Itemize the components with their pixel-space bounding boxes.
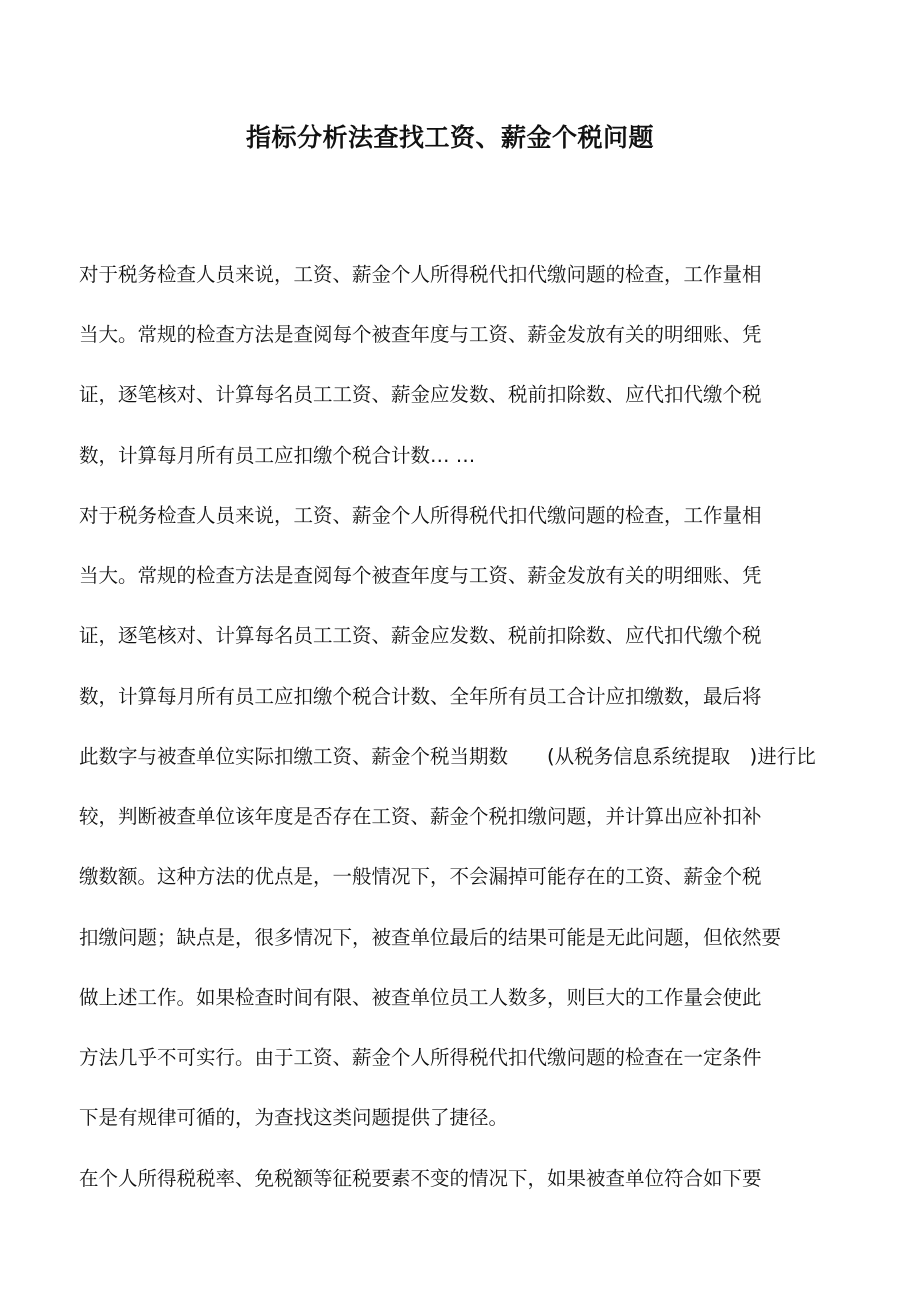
body-line: 此数字与被查单位实际扣缴工资、薪金个税当期数 (从税务信息系统提取 )进行比 (79, 745, 816, 768)
body-line: 对于税务检查人员来说，工资、薪金个人所得税代扣代缴问题的检查，工作量相 (79, 504, 762, 527)
body-line: 当大。常规的检查方法是查阅每个被查年度与工资、薪金发放有关的明细账、凭 (79, 323, 762, 346)
body-line: 做上述工作。如果检查时间有限、被查单位员工人数多，则巨大的工作量会使此 (79, 986, 762, 1009)
body-line: 证，逐笔核对、计算每名员工工资、薪金应发数、税前扣除数、应代扣代缴个税 (79, 383, 762, 406)
body-line: 方法几乎不可实行。由于工资、薪金个人所得税代扣代缴问题的检查在一定条件 (79, 1046, 762, 1069)
body-line: 在个人所得税税率、免税额等征税要素不变的情况下，如果被查单位符合如下要 (79, 1167, 762, 1190)
document-title: 指标分析法查找工资、薪金个税问题 (245, 123, 654, 152)
body-line: 数，计算每月所有员工应扣缴个税合计数… … (79, 444, 476, 467)
body-line: 下是有规律可循的，为查找这类问题提供了捷径。 (79, 1106, 509, 1129)
body-line: 证，逐笔核对、计算每名员工工资、薪金应发数、税前扣除数、应代扣代缴个税 (79, 624, 762, 647)
body-line: 扣缴问题；缺点是，很多情况下，被查单位最后的结果可能是无此问题，但依然要 (79, 926, 782, 949)
body-line: 当大。常规的检查方法是查阅每个被查年度与工资、薪金发放有关的明细账、凭 (79, 564, 762, 587)
body-line: 缴数额。这种方法的优点是，一般情况下，不会漏掉可能存在的工资、薪金个税 (79, 865, 762, 888)
body-line: 较，判断被查单位该年度是否存在工资、薪金个税扣缴问题，并计算出应补扣补 (79, 805, 762, 828)
body-line: 数，计算每月所有员工应扣缴个税合计数、全年所有员工合计应扣缴数，最后将 (79, 685, 762, 708)
body-line: 对于税务检查人员来说，工资、薪金个人所得税代扣代缴问题的检查，工作量相 (79, 263, 762, 286)
